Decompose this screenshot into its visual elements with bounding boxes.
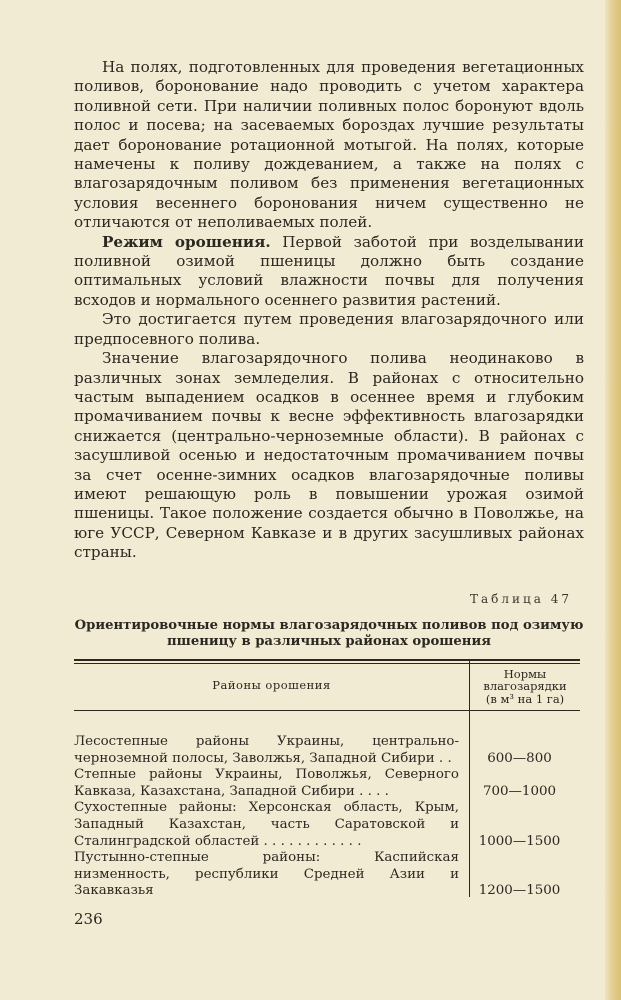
region-cell: Лесостепные районы Украины, центрально-черноземной полосы, Заволжья, Западной Сибири . . <box>74 734 459 766</box>
table-title-line: Ориентировочные нормы влагозарядочных поливов под озимую <box>74 618 584 633</box>
column-header-norms <box>470 668 580 705</box>
norm-cell: 1200—1500 <box>478 883 561 899</box>
section-run-in-heading: Режим орошения. <box>102 232 271 251</box>
paragraph: На полях, подготовленных для проведения вегетационных поливов, боронование надо проводить с учетом характера поливной сети. При наличии поливных полос боронуют вдоль полос и посева; на засеваемых бороздах лучшие результаты дает боронование ротационной мотыгой. На полях, которые намечены к поливу дождеванием, а также на полях с влагозарядочным поливом без применения вегетационных условия весеннего боронования ничем существенно не отличаются от неполиваемых полей. <box>74 58 584 232</box>
region-cell: Сухостепные районы: Херсонская область, Крым, Западный Казахстан, часть Саратовской и Сталинградской областей . . . . . . . . . . . . <box>74 800 459 849</box>
column-header-regions: Районы орошения <box>212 678 331 692</box>
norms-table <box>74 659 584 899</box>
body-text <box>74 58 584 563</box>
table-body <box>74 734 580 900</box>
paragraph: Это достигается путем проведения влагозарядочного или предпосевного полива. <box>74 310 584 348</box>
paragraph: Значение влагозарядочного полива неодинаково в различных зонах земледелия. В районах с относительно частым выпадением осадков в осеннее время и глубоким промачиванием почвы к весне эффективность влагозарядки снижается (центрально-черноземные области). В районах с засушливой осенью и недостаточным промачиванием почвы за счет осенне-зимних осадков влагозарядочные поливы имеют решающую роль в повышении урожая озимой пшеницы. Такое положение создается обычно в Поволжье, на юге УССР, Северном Кавказе и в других засушливых районах страны. <box>74 349 584 562</box>
norm-cell: 1000—1500 <box>478 833 561 849</box>
page-edge <box>605 0 621 1000</box>
table-row <box>74 734 580 767</box>
table-top-rule <box>74 659 580 661</box>
region-cell: Степные районы Украины, Поволжья, Северного Кавказа, Казахстана, Западной Сибири . . . . <box>74 767 459 799</box>
paragraph-text: Первой заботой при возделывании поливной озимой пшеницы должно быть создание оптимальных условий влажности почвы для получения всходов и нормального осеннего развития растений. <box>74 232 585 309</box>
table-top-rule <box>74 663 580 664</box>
table-row <box>74 800 580 850</box>
norm-cell: 600—800 <box>487 750 552 766</box>
paragraph <box>74 233 584 311</box>
header-line: (в м³ на 1 га) <box>485 691 565 706</box>
table-label: Таблица 47 <box>470 592 572 606</box>
table-title-line: пшеницу в различных районах орошения <box>167 634 491 649</box>
header-line: влагозарядки <box>483 679 567 694</box>
table-row <box>74 767 580 800</box>
norm-cell: 700—1000 <box>482 783 557 799</box>
header-line: Нормы <box>503 667 547 681</box>
page-number: 236 <box>74 910 103 928</box>
region-cell: Пустынно-степные районы: Каспийская низменность, республики Средней Азии и Закавказья <box>74 850 459 899</box>
table-row <box>74 850 580 900</box>
table-title <box>74 618 584 650</box>
table-header-rule <box>74 710 580 711</box>
